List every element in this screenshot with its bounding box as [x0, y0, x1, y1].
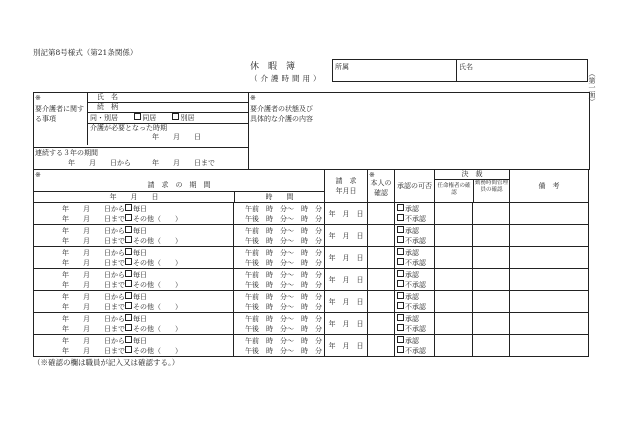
- am-time: 午前 時 分〜 時 分: [245, 226, 322, 235]
- other-label: その他（ ）: [133, 346, 182, 355]
- table-row: [34, 335, 589, 357]
- daily-label: 毎日: [133, 204, 147, 213]
- other-label: その他（ ）: [133, 258, 182, 267]
- dept-field[interactable]: [333, 60, 457, 82]
- am-time: 午前 時 分〜 時 分: [245, 248, 322, 257]
- request-date-label: 年月日: [335, 187, 357, 195]
- footnote: （※確認の欄は職員が記入又は確認する。）: [33, 358, 180, 367]
- request-date-header: [325, 170, 368, 203]
- remarks-label: 備 考: [538, 182, 560, 190]
- checkbox-deny[interactable]: [397, 324, 404, 331]
- form-number: 別記第8号様式（第21条関係）: [33, 48, 138, 57]
- pm-time: 午後 時 分〜 時 分: [245, 324, 322, 333]
- period-to: 年 月 日まで: [62, 258, 125, 267]
- checkbox-other[interactable]: [125, 258, 132, 265]
- time-cell[interactable]: [234, 247, 325, 269]
- period-from: 年 月 日から: [62, 292, 125, 301]
- daily-label: 毎日: [133, 270, 147, 279]
- period-cell[interactable]: [34, 203, 234, 225]
- name-field[interactable]: [457, 60, 588, 82]
- appointer-cell[interactable]: [435, 313, 473, 335]
- checkbox-daily[interactable]: [125, 270, 132, 277]
- other-label: その他（ ）: [133, 214, 182, 223]
- pm-time: 午後 時 分〜 時 分: [245, 236, 322, 245]
- period-to: 年 月 日まで: [62, 214, 125, 223]
- pm-time: 午後 時 分〜 時 分: [245, 214, 322, 223]
- recipient-name-row[interactable]: [88, 93, 249, 103]
- page-side-label: （第一面）: [588, 70, 596, 105]
- approval-header: [395, 170, 435, 203]
- approve-label: 承認: [405, 226, 419, 235]
- relation-row[interactable]: [88, 103, 249, 113]
- self-confirm-cell[interactable]: [368, 291, 395, 313]
- appointer-cell[interactable]: [435, 203, 473, 225]
- self-confirm-cell[interactable]: [368, 335, 395, 357]
- manager-cell[interactable]: [473, 247, 510, 269]
- period-to: 年 月 日まで: [62, 346, 125, 355]
- remarks-cell[interactable]: [510, 269, 589, 291]
- period-from: 年 月 日から: [62, 270, 125, 279]
- checkbox-daily[interactable]: [125, 314, 132, 321]
- period-to: 年 月 日まで: [62, 280, 125, 289]
- period-from: 年 月 日から: [62, 314, 125, 323]
- other-label: その他（ ）: [133, 280, 182, 289]
- checkbox-daily[interactable]: [125, 292, 132, 299]
- request-date-cell[interactable]: [325, 291, 368, 313]
- remarks-cell[interactable]: [510, 247, 589, 269]
- deny-label: 不承認: [405, 214, 426, 223]
- mark: ※: [250, 94, 256, 102]
- checkbox-other[interactable]: [125, 346, 132, 353]
- request-date: 年 月 日: [328, 297, 364, 306]
- table-row: [34, 247, 589, 269]
- checkbox-approve[interactable]: [397, 204, 404, 211]
- care-recipient-section: [33, 92, 590, 170]
- manager-cell[interactable]: [473, 203, 510, 225]
- pm-time: 午後 時 分〜 時 分: [245, 302, 322, 311]
- approve-label: 承認: [405, 336, 419, 345]
- appointer-cell[interactable]: [435, 247, 473, 269]
- mark: ※: [369, 171, 375, 179]
- approve-label: 承認: [405, 314, 419, 323]
- checkbox-deny[interactable]: [397, 236, 404, 243]
- table-row: [34, 313, 589, 335]
- time-cell[interactable]: [234, 269, 325, 291]
- table-row: [34, 203, 589, 225]
- request-date-cell[interactable]: [325, 269, 368, 291]
- care-recipient-table: [87, 93, 249, 145]
- request-date: 年 月 日: [328, 253, 364, 262]
- date-subheader: 年 月 日: [34, 192, 235, 202]
- deny-label: 不承認: [405, 302, 426, 311]
- remarks-cell[interactable]: [510, 313, 589, 335]
- approve-label: 承認: [405, 270, 419, 279]
- table-row: [34, 269, 589, 291]
- manager-cell[interactable]: [473, 335, 510, 357]
- form-subtitle: （介護時間用）: [250, 74, 324, 83]
- remarks-header: [510, 170, 589, 203]
- time-cell[interactable]: [234, 291, 325, 313]
- pm-time: 午後 時 分〜 時 分: [245, 280, 322, 289]
- mark: ※: [35, 94, 41, 102]
- period-to: 年 月 日まで: [62, 236, 125, 245]
- self-confirm-cell[interactable]: [368, 269, 395, 291]
- checkbox-daily[interactable]: [125, 336, 132, 343]
- start-row[interactable]: [88, 124, 249, 146]
- pm-time: 午後 時 分〜 時 分: [245, 346, 322, 355]
- period-to: 年 月 日まで: [62, 302, 125, 311]
- request-header-label: 請 求: [335, 177, 357, 185]
- am-time: 午前 時 分〜 時 分: [245, 204, 322, 213]
- approval-cell: [395, 225, 435, 247]
- period-header: [34, 170, 325, 203]
- living-together-label: 同居: [142, 114, 157, 122]
- request-date-cell[interactable]: [325, 313, 368, 335]
- deny-label: 不承認: [405, 346, 426, 355]
- living-row: [88, 113, 249, 124]
- approve-label: 承認: [405, 292, 419, 301]
- daily-label: 毎日: [133, 336, 147, 345]
- period-cell[interactable]: [34, 225, 234, 247]
- approval-cell: [395, 291, 435, 313]
- approval-cell: [395, 203, 435, 225]
- care-recipient-heading: 要介護者に関する事項: [35, 105, 84, 123]
- checkbox-deny[interactable]: [397, 214, 404, 221]
- checkbox-deny[interactable]: [397, 346, 404, 353]
- am-time: 午前 時 分〜 時 分: [245, 336, 322, 345]
- other-label: その他（ ）: [133, 236, 182, 245]
- period-from: 年 月 日から: [62, 336, 125, 345]
- checkbox-other[interactable]: [125, 214, 132, 221]
- deny-label: 不承認: [405, 258, 426, 267]
- period-cell[interactable]: [34, 335, 234, 357]
- period-value[interactable]: 年 月 日から 年 月 日まで: [68, 159, 215, 167]
- checkbox-approve[interactable]: [397, 270, 404, 277]
- period-from: 年 月 日から: [62, 204, 125, 213]
- approve-label: 承認: [405, 248, 419, 257]
- dept-name-box: [332, 59, 588, 82]
- decision-label: 決 裁: [435, 170, 509, 180]
- name-label: 氏名: [459, 63, 473, 71]
- self-confirm-cell[interactable]: [368, 225, 395, 247]
- request-date-cell[interactable]: [325, 203, 368, 225]
- manager-cell[interactable]: [473, 269, 510, 291]
- request-date: 年 月 日: [328, 275, 364, 284]
- recipient-name-label: 氏 名: [97, 93, 118, 101]
- self-confirm-label: 本人の確認: [370, 179, 392, 197]
- remarks-cell[interactable]: [510, 225, 589, 247]
- checkbox-approve[interactable]: [397, 336, 404, 343]
- am-time: 午前 時 分〜 時 分: [245, 314, 322, 323]
- pm-time: 午後 時 分〜 時 分: [245, 258, 322, 267]
- period-cell[interactable]: [34, 291, 234, 313]
- table-row: [34, 225, 589, 247]
- approval-cell: [395, 247, 435, 269]
- checkbox-other[interactable]: [125, 324, 132, 331]
- checkbox-deny[interactable]: [397, 302, 404, 309]
- checkbox-daily[interactable]: [125, 226, 132, 233]
- manager-cell[interactable]: [473, 225, 510, 247]
- checkbox-living-together[interactable]: [134, 113, 141, 120]
- form-title: 休暇簿: [250, 62, 305, 72]
- period-cell[interactable]: [34, 247, 234, 269]
- mark: ※: [35, 171, 41, 179]
- request-table: [33, 169, 589, 357]
- checkbox-approve[interactable]: [397, 314, 404, 321]
- decision-header: [435, 170, 510, 203]
- period-from: 年 月 日から: [62, 248, 125, 257]
- checkbox-approve[interactable]: [397, 292, 404, 299]
- period-to: 年 月 日まで: [62, 324, 125, 333]
- appointer-cell[interactable]: [435, 291, 473, 313]
- daily-label: 毎日: [133, 314, 147, 323]
- approval-label: 承認の可否: [397, 182, 432, 190]
- daily-label: 毎日: [133, 292, 147, 301]
- manager-cell[interactable]: [473, 291, 510, 313]
- self-confirm-cell[interactable]: [368, 203, 395, 225]
- request-date-cell[interactable]: [325, 335, 368, 357]
- request-date: 年 月 日: [328, 209, 364, 218]
- checkbox-daily[interactable]: [125, 248, 132, 255]
- request-date-cell[interactable]: [325, 225, 368, 247]
- care-content-label: 要介護者の状態及び具体的な介護の内容: [250, 105, 313, 123]
- request-date-cell[interactable]: [325, 247, 368, 269]
- time-cell[interactable]: [234, 335, 325, 357]
- period-label: 連続する３年の期間: [35, 149, 98, 157]
- checkbox-approve[interactable]: [397, 248, 404, 255]
- remarks-cell[interactable]: [510, 291, 589, 313]
- period-cell[interactable]: [34, 269, 234, 291]
- appointer-cell[interactable]: [435, 225, 473, 247]
- appointer-cell[interactable]: [435, 335, 473, 357]
- checkbox-other[interactable]: [125, 302, 132, 309]
- period-cell[interactable]: [34, 313, 234, 335]
- living-separate-label: 別居: [180, 114, 195, 122]
- self-confirm-header: [368, 170, 395, 203]
- other-label: その他（ ）: [133, 324, 182, 333]
- checkbox-living-separate[interactable]: [172, 113, 179, 120]
- daily-label: 毎日: [133, 226, 147, 235]
- checkbox-approve[interactable]: [397, 226, 404, 233]
- appointer-cell[interactable]: [435, 269, 473, 291]
- checkbox-other[interactable]: [125, 236, 132, 243]
- period-header-label: 請 求 の 期 間: [147, 181, 211, 189]
- deny-label: 不承認: [405, 280, 426, 289]
- appointer-label: 任命権者の確認: [435, 180, 474, 202]
- approval-cell: [395, 335, 435, 357]
- period-from: 年 月 日から: [62, 226, 125, 235]
- approve-label: 承認: [405, 204, 419, 213]
- checkbox-other[interactable]: [125, 280, 132, 287]
- deny-label: 不承認: [405, 236, 426, 245]
- time-cell[interactable]: [234, 225, 325, 247]
- time-cell[interactable]: [234, 203, 325, 225]
- request-date: 年 月 日: [328, 319, 364, 328]
- checkbox-deny[interactable]: [397, 258, 404, 265]
- relation-label: 続 柄: [97, 103, 118, 111]
- deny-label: 不承認: [405, 324, 426, 333]
- dept-label: 所属: [335, 63, 349, 71]
- am-time: 午前 時 分〜 時 分: [245, 292, 322, 301]
- living-label: 同・別居: [90, 114, 118, 122]
- remarks-cell[interactable]: [510, 335, 589, 357]
- approval-cell: [395, 269, 435, 291]
- manager-label: 勤務時間管理員の確認: [475, 180, 509, 193]
- daily-label: 毎日: [133, 248, 147, 257]
- start-label: 介護が必要となった時期: [90, 124, 167, 132]
- time-subheader: 時 間: [265, 193, 294, 201]
- am-time: 午前 時 分〜 時 分: [245, 270, 322, 279]
- self-confirm-cell[interactable]: [368, 313, 395, 335]
- checkbox-daily[interactable]: [125, 204, 132, 211]
- manager-cell[interactable]: [473, 313, 510, 335]
- request-date: 年 月 日: [328, 231, 364, 240]
- other-label: その他（ ）: [133, 302, 182, 311]
- start-date: 年 月 日: [152, 133, 201, 141]
- self-confirm-cell[interactable]: [368, 247, 395, 269]
- time-cell[interactable]: [234, 313, 325, 335]
- table-row: [34, 291, 589, 313]
- remarks-cell[interactable]: [510, 203, 589, 225]
- checkbox-deny[interactable]: [397, 280, 404, 287]
- request-date: 年 月 日: [328, 341, 364, 350]
- approval-cell: [395, 313, 435, 335]
